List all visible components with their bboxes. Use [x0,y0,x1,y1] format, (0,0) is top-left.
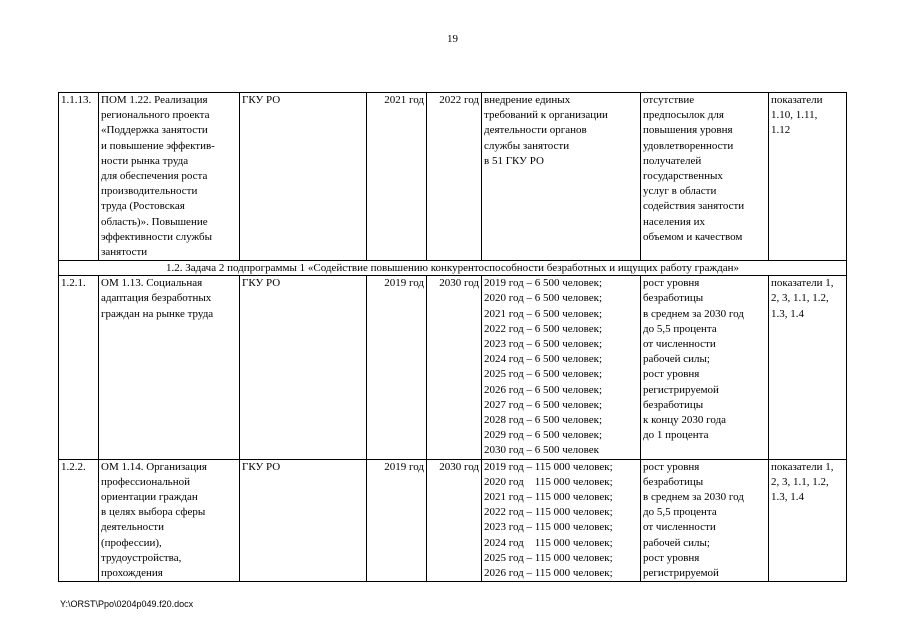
consequence-line: рост уровня [643,460,700,473]
result-line: 2019 год – 6 500 человек; [484,277,603,290]
consequence-line: рост уровня [643,551,700,564]
title-line: область)». Повышение [101,215,208,228]
result-line: 2026 год – 115 000 человек; [484,567,613,580]
result-line: 2024 год 115 000 человек; [484,536,613,549]
consequence-line: до 1 процента [643,429,709,442]
result-line: 2023 год – 115 000 человек; [484,521,613,534]
result-line: 2025 год – 115 000 человек; [484,551,613,564]
consequence-line: государственных [643,170,723,183]
indicator-line: 1.3, 1.4 [771,491,804,504]
title-line: занятости [101,246,148,259]
consequence-line: рост уровня [643,368,700,381]
result-line: 2027 год – 6 500 человек; [484,398,603,411]
consequence-line: в среднем за 2030 год [643,307,744,320]
start-year: 2019 год [367,459,427,582]
consequence-line: рост уровня [643,277,700,290]
start-year: 2021 год [367,93,427,261]
result-line: внедрение единых [484,94,571,106]
section-heading: 1.2. Задача 2 подпрограммы 1 «Содействие повышению конкурентоспособности безработных и ищущих работу граждан» [59,261,847,276]
related-indicators [769,276,847,459]
indicator-line: 1.12 [771,124,791,137]
title-line: труда (Ростовская [101,200,185,213]
title-line: для обеспечения роста [101,170,208,183]
title-line: эффективности службы [101,230,212,243]
consequence-line: содействия занятости [643,200,745,213]
result-line: 2020 год – 6 500 человек; [484,292,603,305]
table-row [59,276,847,459]
indicator-line: 1.10, 1.11, [771,109,818,122]
indicator-line: показатели [771,94,823,106]
program-table [58,92,847,582]
title-line: регионального проекта [101,109,210,122]
result-line: 2026 год – 6 500 человек; [484,383,603,396]
consequence-line: объемом и качеством [643,230,743,243]
end-year: 2022 год [427,93,482,261]
indicator-line: 1.3, 1.4 [771,307,804,320]
non-implementation-consequences [641,276,769,459]
expected-result [482,276,641,459]
consequence-line: рабочей силы; [643,353,710,366]
result-line: 2019 год – 115 000 человек; [484,460,613,473]
result-line: 2023 год – 6 500 человек; [484,338,603,351]
measure-title [99,276,240,459]
result-line: 2024 год – 6 500 человек; [484,353,603,366]
title-line: ориентации граждан [101,491,198,504]
title-line: и повышение эффектив- [101,139,215,152]
title-line: (профессии), [101,536,162,549]
title-line: прохождения [101,567,163,580]
result-line: 2028 год – 6 500 человек; [484,414,603,427]
expected-result [482,459,641,582]
title-line: в целях выбора сферы [101,506,206,519]
expected-result [482,93,641,261]
start-year: 2019 год [367,276,427,459]
executor: ГКУ РО [240,93,367,261]
result-line: 2022 год – 6 500 человек; [484,322,603,335]
result-line: 2029 год – 6 500 человек; [484,429,603,442]
consequence-line: безработицы [643,292,704,305]
consequence-line: отсутствие [643,94,695,106]
executor: ГКУ РО [240,459,367,582]
title-line: деятельности [101,521,164,534]
end-year: 2030 год [427,276,482,459]
related-indicators [769,93,847,261]
result-line: 2020 год 115 000 человек; [484,475,613,488]
title-line: ОМ 1.14. Организация [101,460,207,473]
non-implementation-consequences [641,459,769,582]
consequence-line: рабочей силы; [643,536,710,549]
indicator-line: 2, 3, 1.1, 1.2, [771,475,829,488]
title-line: ОМ 1.13. Социальная [101,277,203,290]
result-line: 2021 год – 115 000 человек; [484,491,613,504]
consequence-line: безработицы [643,398,704,411]
page-number: 19 [447,33,458,45]
file-path-footer: Y:\ORST\Ppo\0204p049.f20.docx [60,599,194,609]
consequence-line: получателей [643,154,702,167]
title-line: трудоустройства, [101,551,182,564]
indicator-line: показатели 1, [771,460,834,473]
title-line: ПОМ 1.22. Реализация [101,94,208,106]
consequence-line: населения их [643,215,706,228]
title-line: производительности [101,185,198,198]
result-line: деятельности органов [484,124,587,137]
consequence-line: услуг в области [643,185,717,198]
consequence-line: регистрируемой [643,383,719,396]
table-row [59,459,847,582]
consequence-line: от численности [643,521,716,534]
title-line: ности рынка труда [101,154,189,167]
consequence-line: до 5,5 процента [643,322,717,335]
consequence-line: предпосылок для [643,109,724,122]
title-line: профессиональной [101,475,190,488]
result-line: 2025 год – 6 500 человек; [484,368,603,381]
result-line: требований к организации [484,109,608,122]
consequence-line: от численности [643,338,716,351]
consequence-line: в среднем за 2030 год [643,491,744,504]
executor: ГКУ РО [240,276,367,459]
result-line: 2022 год – 115 000 человек; [484,506,613,519]
measure-title [99,93,240,261]
consequence-line: удовлетворенности [643,139,734,152]
title-line: граждан на рынке труда [101,307,214,320]
indicator-line: 2, 3, 1.1, 1.2, [771,292,829,305]
consequence-line: до 5,5 процента [643,506,717,519]
measure-title [99,459,240,582]
result-line: в 51 ГКУ РО [484,154,544,167]
table-row [59,93,847,261]
result-line: 2021 год – 6 500 человек; [484,307,603,320]
consequence-line: регистрируемой [643,567,719,580]
row-number: 1.1.13. [59,93,99,261]
non-implementation-consequences [641,93,769,261]
result-line: службы занятости [484,139,570,152]
related-indicators [769,459,847,582]
title-line: «Поддержка занятости [101,124,208,137]
consequence-line: повышения уровня [643,124,733,137]
consequence-line: безработицы [643,475,704,488]
consequence-line: к концу 2030 года [643,414,727,427]
row-number: 1.2.2. [59,459,99,582]
title-line: адаптация безработных [101,292,212,305]
row-number: 1.2.1. [59,276,99,459]
end-year: 2030 год [427,459,482,582]
section-row [59,261,847,276]
result-line: 2030 год – 6 500 человек [484,444,600,457]
indicator-line: показатели 1, [771,277,834,290]
